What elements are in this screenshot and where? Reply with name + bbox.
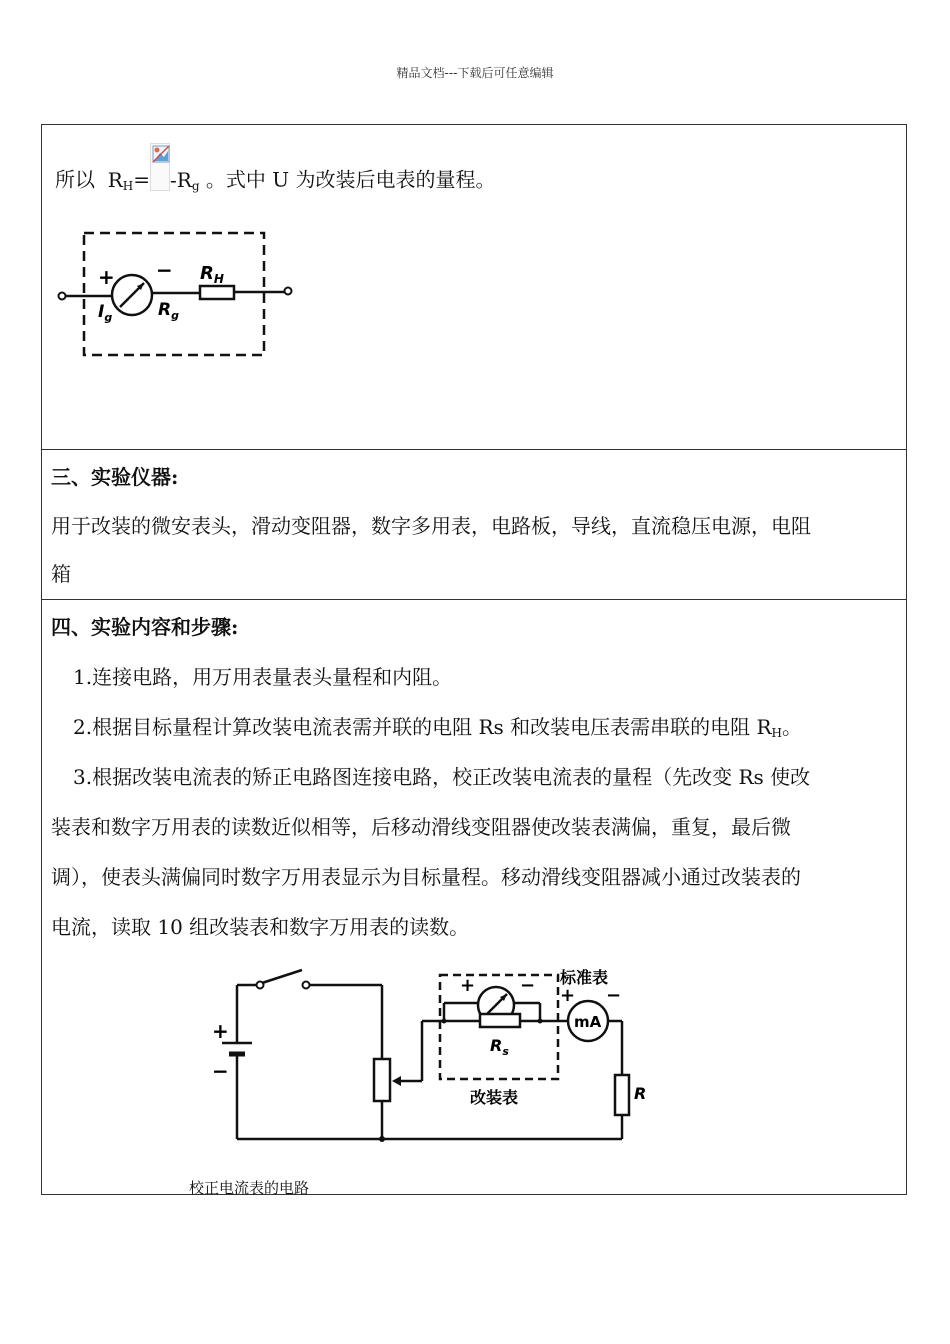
input-terminal <box>59 293 66 300</box>
modified-meter-label: 改装表 <box>470 1088 519 1107</box>
rs-resistor <box>480 1014 520 1027</box>
ig-label: $I_g$ <box>98 302 113 324</box>
section-4-title: 四、实验内容和步骤: <box>51 615 239 639</box>
step-3-line-3: 调），使表头满偏同时数字万用表显示为目标量程。移动滑线变阻器减小通过改装表的 <box>51 865 801 889</box>
rh-label: $R_H$ <box>200 263 224 286</box>
section-3-title: 三、实验仪器: <box>51 465 179 489</box>
battery-plus: + <box>212 1019 229 1043</box>
step-2: 2.根据目标量程计算改装电流表需并联的电阻 Rs 和改装电压表需串联的电阻 $R_H$。 <box>73 715 803 740</box>
output-terminal <box>285 288 292 295</box>
figure-caption: 校正电流表的电路 <box>189 1179 310 1197</box>
switch-k <box>262 970 302 983</box>
switch-contact <box>303 982 310 989</box>
formula-rh: $R_H$ <box>107 167 134 193</box>
step-3-line-2: 装表和数字万用表的读数近似相等，后移动滑线变阻器使改装表满偏，重复，最后微 <box>51 815 791 839</box>
formula-minus-rg: $-R_g$ <box>170 167 200 193</box>
standard-meter-label: 标准表 <box>560 968 609 987</box>
section-3-body <box>51 501 900 599</box>
page-header: 精品文档---下载后可任意编辑 <box>396 66 554 80</box>
galvanometer-minus: − <box>520 975 536 996</box>
galvanometer-plus: + <box>460 975 476 996</box>
step-3-line-1: 3.根据改装电流表的矫正电路图连接电路，校正改装电流表的量程（先改变 Rs 使改 <box>73 765 811 789</box>
battery-minus: − <box>212 1059 229 1083</box>
formula-prefix: 所以 <box>55 167 95 192</box>
experiment-table <box>41 124 907 1195</box>
row-divider <box>42 599 906 600</box>
formula-suffix: 。式中 U 为改装后电表的量程。 <box>205 167 496 192</box>
plus-sign: + <box>98 265 115 289</box>
minus-sign: − <box>156 258 173 282</box>
ma-minus: − <box>606 985 622 1006</box>
step-1: 1.连接电路，用万用表量表头量程和内阻。 <box>73 665 453 689</box>
rheostat <box>374 1059 390 1101</box>
voltmeter-circuit-diagram <box>52 225 302 360</box>
ma-label: mA <box>574 1013 602 1031</box>
section-3-line: 箱 <box>51 562 71 586</box>
rs-label: $R_s$ <box>490 1036 509 1058</box>
section-3-line: 用于改装的微安表头，滑动变阻器，数字多用表，电路板，导线，直流稳压电源，电阻 <box>51 514 811 538</box>
ma-plus: + <box>560 985 576 1006</box>
rg-label: $R_g$ <box>158 300 179 322</box>
r-resistor <box>615 1075 629 1115</box>
broken-image-icon <box>150 143 170 191</box>
r-label: R <box>634 1084 647 1103</box>
formula-line <box>55 157 495 205</box>
step-3-line-4: 电流，读取 10 组改装表和数字万用表的读数。 <box>51 915 470 939</box>
calibration-circuit-diagram <box>202 953 662 1163</box>
row-divider <box>42 449 906 450</box>
formula-equals: = <box>133 167 151 192</box>
rh-resistor <box>200 286 234 299</box>
